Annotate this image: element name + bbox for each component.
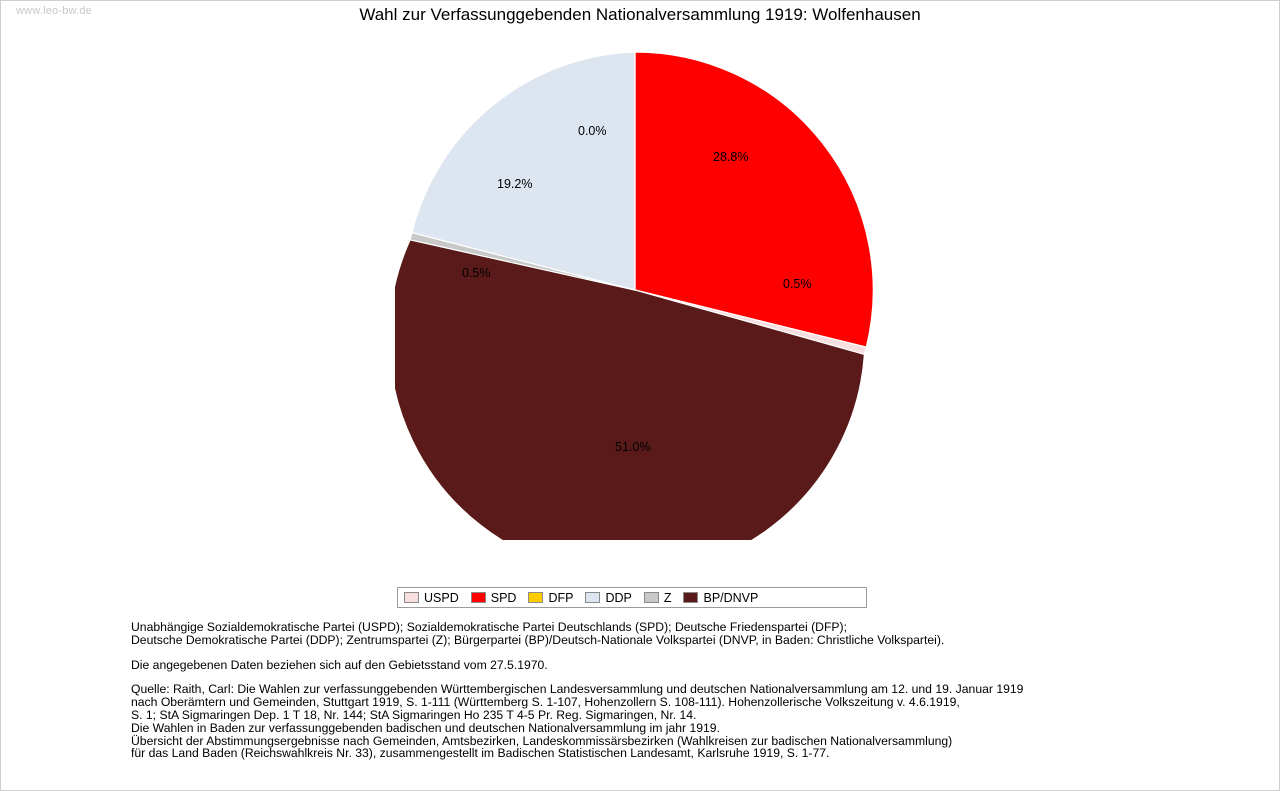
legend-swatch-icon-bp-dnvp [683,592,698,603]
footnote-source-line-3: S. 1; StA Sigmaringen Dep. 1 T 18, Nr. 144; StA Sigmaringen Ho 235 T 4-5 Pr. Reg. Sigmaringen, Nr. 14. [131,707,697,722]
legend-swatch-icon-dfp [528,592,543,603]
slice-label-ddp: 19.2% [497,177,533,191]
footnote-gebietsstand-line-1: Die angegebenen Daten beziehen sich auf den Gebietsstand vom 27.5.1970. [131,657,548,672]
legend-label-uspd: USPD [424,590,459,605]
legend-item-uspd [404,591,465,605]
footnote-source [131,683,1191,760]
footnotes [131,621,1191,772]
pie-chart-svg [395,50,885,540]
chart-legend [397,587,867,608]
footnote-source-line-6: für das Land Baden (Reichswahlkreis Nr. 33), zusammengestellt im Badischen Statistischen Landesamt, Karlsruhe 1919, S. 1-77. [131,746,830,761]
legend-label-dfp: DFP [548,590,574,605]
slice-label-z: 0.5% [462,266,491,280]
footnote-parties-line-2: Deutsche Demokratische Partei (DDP); Zentrumspartei (Z); Bürgerpartei (BP)/Deutsch-Nationale Volkspartei (DNVP, in Baden: Christliche Volkspartei). [131,632,945,647]
slice-label-bp-dnvp: 51.0% [615,440,651,454]
legend-item-spd [471,591,523,605]
legend-item-z [644,591,678,605]
legend-item-bp-dnvp [683,591,764,605]
footnote-source-line-1: Quelle: Raith, Carl: Die Wahlen zur verfassunggebenden Württembergischen Landesversammlung und deutschen Nationalversammlung am 12. und 19. Januar 1919 [131,682,1024,697]
legend-swatch-icon-spd [471,592,486,603]
pie-chart [395,50,885,540]
footnote-source-line-2: nach Oberämtern und Gemeinden, Stuttgart 1919, S. 1-111 (Württemberg S. 1-107, Hohenzollern S. 108-111). Hohenzollerische Volkszeitung v. 4.6.1919, [131,695,960,710]
legend-label-z: Z [663,590,672,605]
legend-swatch-icon-ddp [585,592,600,603]
legend-label-ddp: DDP [605,590,632,605]
footnote-parties-line-1: Unabhängige Sozialdemokratische Partei (USPD); Sozialdemokratische Partei Deutschlands (SPD); Deutsche Friedenspartei (DFP); [131,620,847,634]
footnote-source-line-4: Die Wahlen in Baden zur verfassunggebenden badischen und deutschen Nationalversammlung im jahr 1919. [131,720,720,735]
legend-item-dfp [528,591,579,605]
footnote-parties [131,621,1191,647]
legend-swatch-icon-uspd [404,592,419,603]
legend-label-spd: SPD [490,590,517,605]
slice-label-uspd: 0.5% [783,277,812,291]
slice-label-dfp: 0.0% [578,124,607,138]
watermark-text: www.leo-bw.de [16,5,92,17]
slice-label-spd: 28.8% [713,150,749,164]
legend-label-bp-dnvp: BP/DNVP [703,590,759,605]
legend-swatch-icon-z [644,592,659,603]
footnote-gebietsstand [131,659,1191,672]
page-title: Wahl zur Verfassunggebenden Nationalversammlung 1919: Wolfenhausen [359,5,921,24]
footnote-source-line-5: Übersicht der Abstimmungsergebnisse nach Gemeinden, Amtsbezirken, Landeskommissärsbezirken (Wahlkreisen zur badischen Nationalversammlung) [131,733,953,748]
legend-item-ddp [585,591,637,605]
